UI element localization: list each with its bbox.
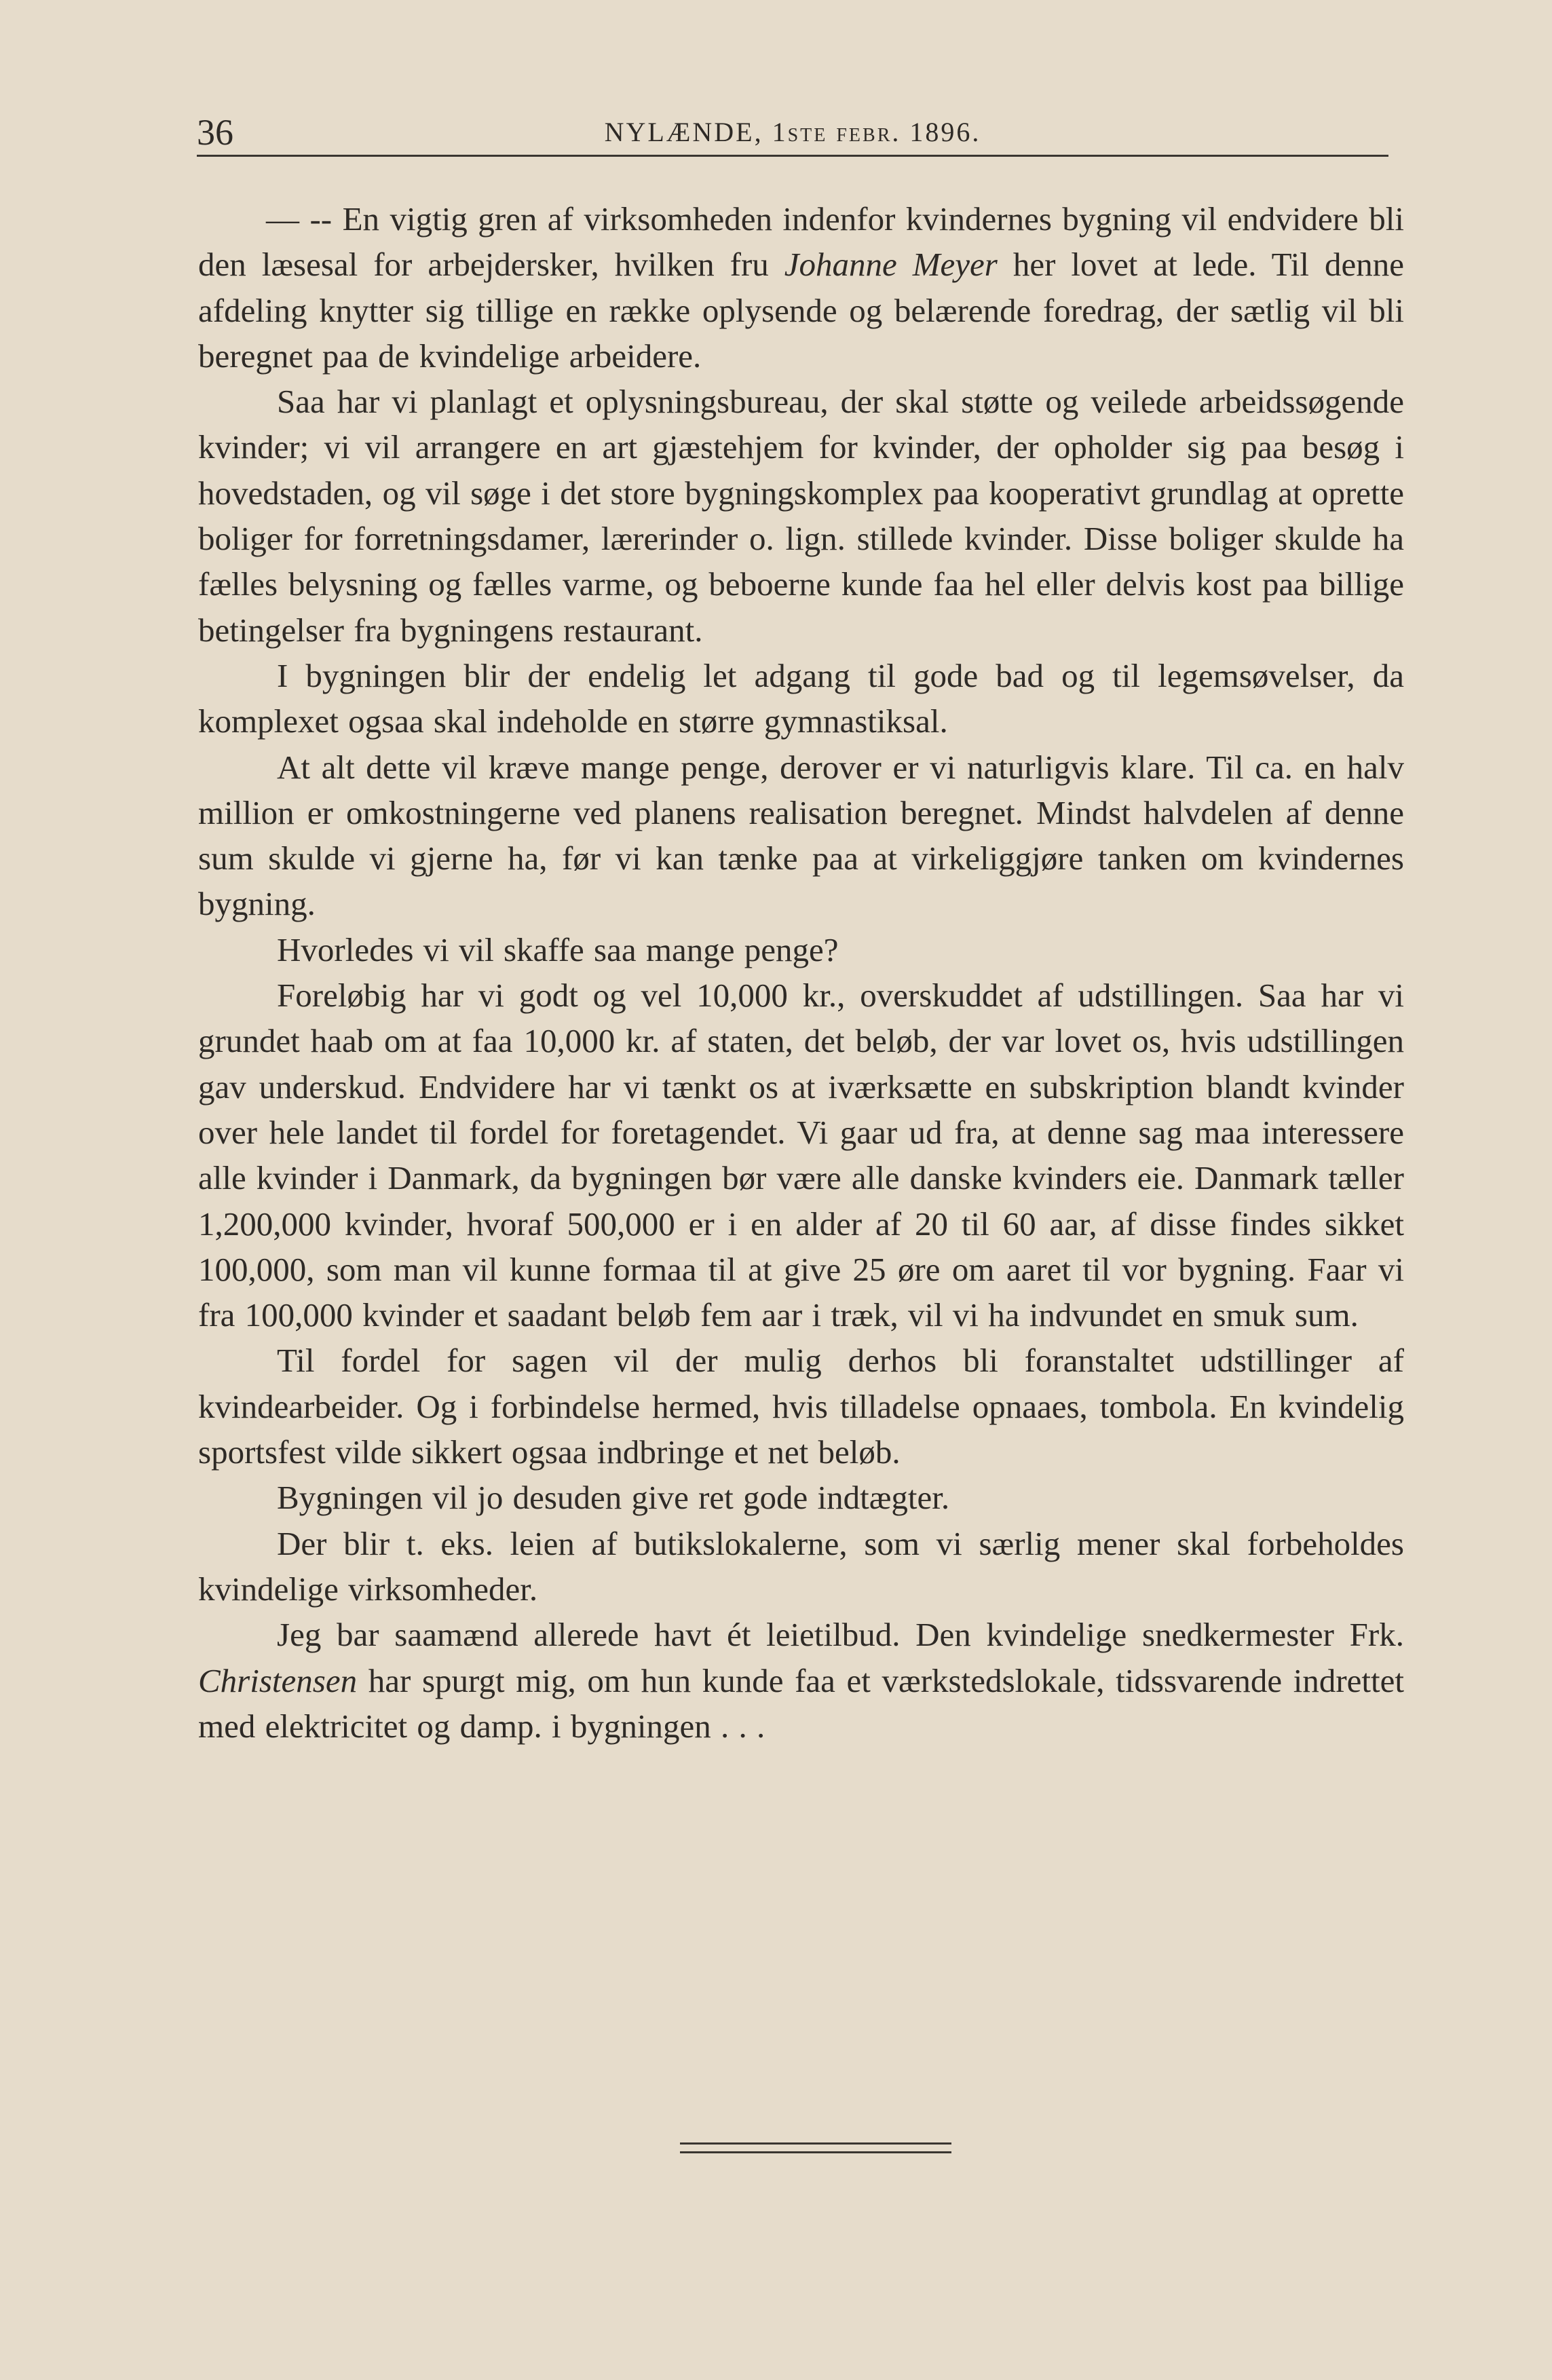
paragraph-4: At alt dette vil kræve mange penge, derover er vi naturligvis klare. Til ca. en halv million er omkostningerne ved planens realisation beregnet. Mindst halvdelen af denne sum skulde vi gjerne ha, før vi kan tænke paa at virkeliggjøre tanken om kvindernes bygning. — [198, 748, 1404, 923]
paragraph-6: Foreløbig har vi godt og vel 10,000 kr., overskuddet af udstillingen. Saa har vi grundet haab om at faa 10,000 kr. af staten, det beløb, der var lovet os, hvis udstillingen gav underskud. Endvidere har vi tænkt os at iværksætte en subskription blandt kvinder over hele landet til fordel for foretagendet. Vi gaar ud fra, at denne sag maa interessere alle kvinder i Danmark, da bygningen bør være alle danske kvinders eie. Danmark tæller 1,200,000 kvinder, hvoraf 500,000 er i en alder af 20 til 60 aar, af disse findes sikket 100,000, som man vil kunne formaa til at give 25 øre om aaret til vor bygning. Faar vi fra 100,000 kvinder et saadant beløb fem aar i træk, vil vi ha indvundet en smuk sum. — [198, 977, 1404, 1334]
paragraph-8: Bygningen vil jo desuden give ret gode indtægter. — [277, 1479, 950, 1517]
running-head: NYLÆNDE, 1ste febr. 1896. — [604, 117, 981, 147]
name-johanne-meyer: Johanne Meyer — [784, 246, 998, 284]
paragraph-5: Hvorledes vi vil skaffe saa mange penge? — [277, 930, 839, 968]
paragraph-9: Der blir t. eks. leien af butikslokalerne, som vi særlig mener skal forbeholdes kvindelige virksomheder. — [198, 1524, 1404, 1608]
page-number: 36 — [197, 112, 233, 153]
paragraph-3: I bygningen blir der endelig let adgang til gode bad og til legemsøvelser, da komplexet ogsaa skal indeholde en større gymnastiksal. — [198, 656, 1404, 740]
page-header — [197, 110, 1388, 157]
paragraph-10: Jeg bar saamænd allerede havt ét leietilbud. Den kvindelige snedkermester Frk. Christensen har spurgt mig, om hun kunde faa et værkstedslokale, tidssvarende indrettet med elektricitet og damp. i bygningen . . . — [198, 1616, 1404, 1745]
paragraph-1: — -- En vigtig gren af virksomheden indenfor kvindernes bygning vil endvidere bli den læsesal for arbejdersker, hvilken fru Johanne Meyer her lovet at lede. Til denne afdeling knytter sig tillige en række oplysende og belærende foredrag, der sætlig vil bli beregnet paa de kvindelige arbeidere. — [198, 200, 1404, 375]
name-christensen: Christensen — [198, 1661, 358, 1699]
paragraph-2: Saa har vi planlagt et oplysningsbureau, der skal støtte og veilede arbeidssøgende kvinder; vi vil arrangere en art gjæstehjem for kvinder, der opholder sig paa besøg i hovedstaden, og vil søge i det store bygningskomplex paa kooperativt grundlag at oprette boliger for forretningsdamer, lærerinder o. lign. stillede kvinder. Disse boliger skulde ha fælles belysning og fælles varme, og beboerne kunde faa hel eller delvis kost paa billige betingelser fra bygningens restaurant. — [198, 383, 1404, 649]
closing-double-rule — [680, 2142, 951, 2153]
paragraph-7: Til fordel for sagen vil der mulig derhos bli foranstaltet udstillinger af kvindearbeider. Og i forbindelse hermed, hvis tilladelse opnaaes, tombola. En kvindelig sportsfest vilde sikkert ogsaa indbringe et net beløb. — [198, 1342, 1404, 1471]
article-body — [198, 196, 1404, 1749]
